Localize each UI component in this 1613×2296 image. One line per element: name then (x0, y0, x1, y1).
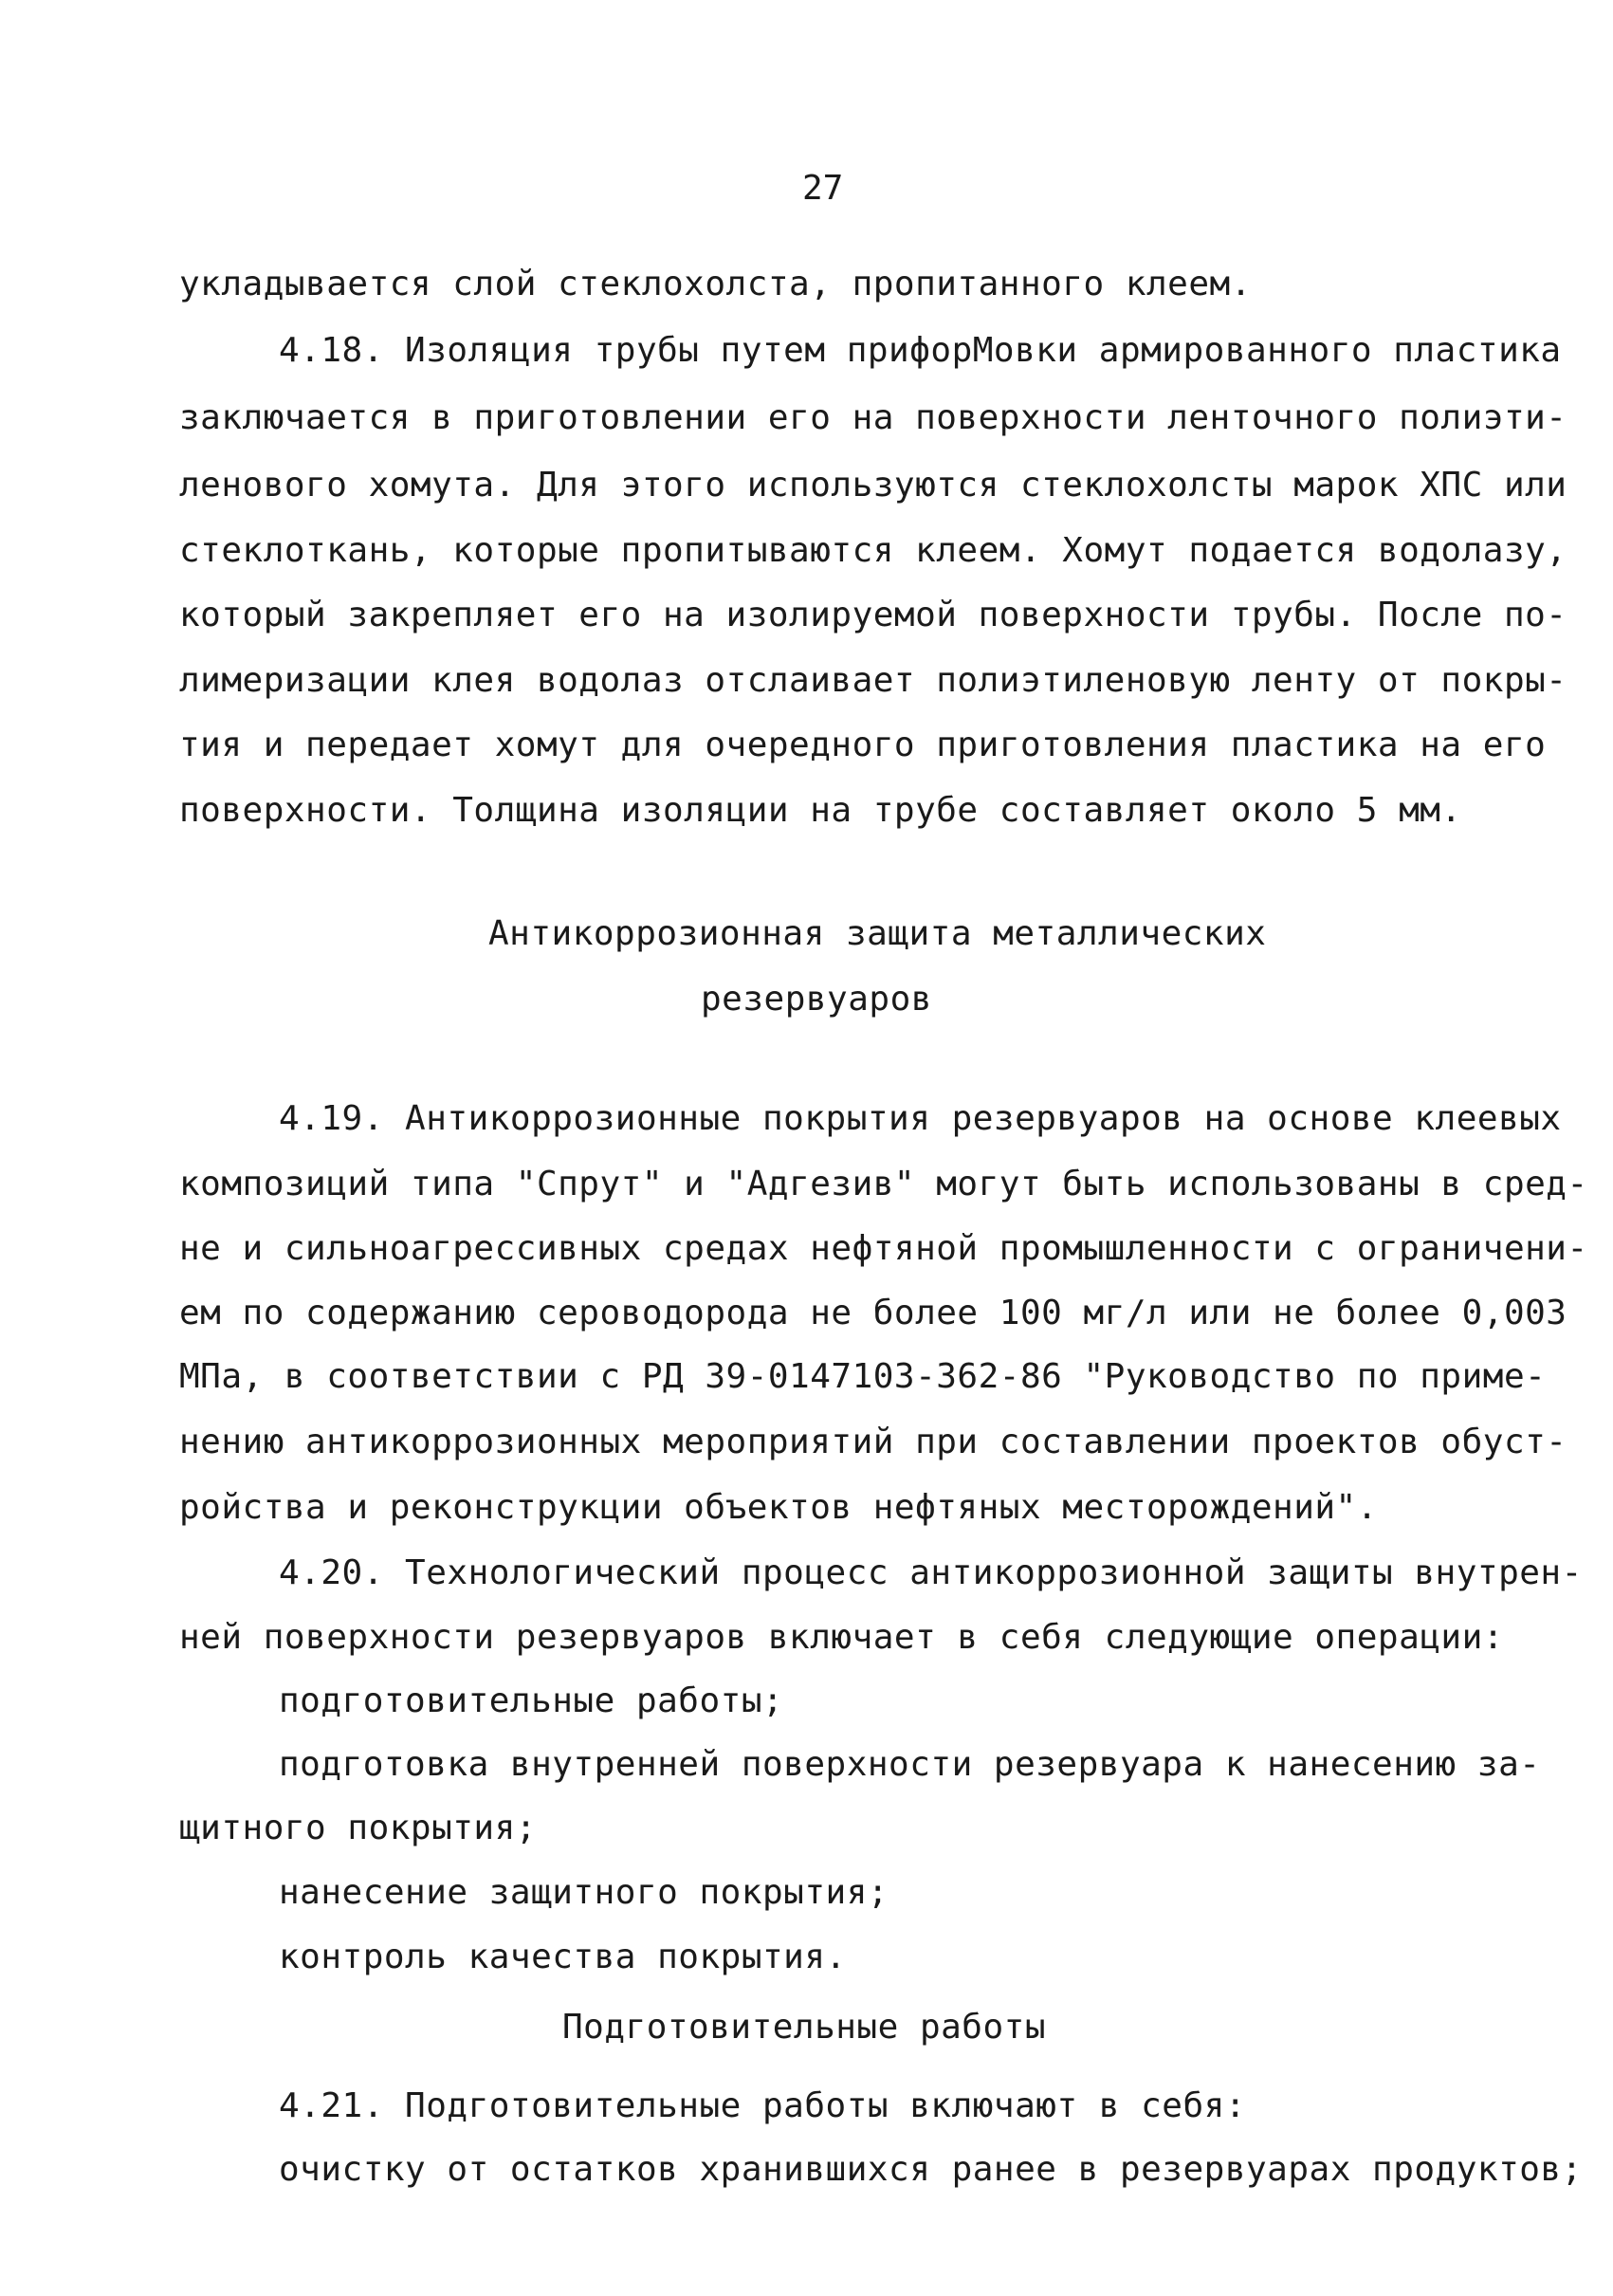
section-heading: Антикоррозионная защита металлических (488, 914, 1267, 953)
text-line: ней поверхности резервуаров включает в себя следующие операции: (179, 1618, 1504, 1657)
page-number: 27 (802, 169, 844, 208)
text-line: заключается в приготовлении его на поверхности ленточного полиэти- (179, 398, 1567, 437)
list-item: подготовительные работы; (279, 1681, 784, 1720)
text-line: который закрепляет его на изолируемой поверхности трубы. После по- (179, 596, 1567, 634)
text-line: укладывается слой стеклохолста, пропитанного клеем. (179, 265, 1252, 303)
text-line: МПа, в соответствии с РД 39-0147103-362-86 "Руководство по приме- (179, 1357, 1547, 1396)
list-item: нанесение защитного покрытия; (279, 1873, 889, 1912)
text-line: ленового хомута. Для этого используются стеклохолсты марок ХПС или (179, 466, 1567, 505)
text-line: 4.21. Подготовительные работы включают в себя: (279, 2086, 1246, 2125)
text-line: ройства и реконструкции объектов нефтяных месторождений". (179, 1488, 1378, 1527)
text-line: очистку от остатков хранившихся ранее в резервуарах продуктов; (279, 2150, 1583, 2189)
text-line: не и сильноагрессивных средах нефтяной промышленности с ограничени- (179, 1229, 1588, 1268)
list-item: подготовка внутренней поверхности резервуара к нанесению за- (279, 1745, 1541, 1784)
text-line: ем по содержанию сероводорода не более 100 мг/л или не более 0,003 (179, 1294, 1567, 1332)
text-line: стеклоткань, которые пропитываются клеем. Хомут подается водолазу, (179, 531, 1567, 570)
text-line: 4.19. Антикоррозионные покрытия резервуаров на основе клеевых (279, 1099, 1562, 1138)
section-heading: резервуаров (701, 980, 932, 1019)
text-line: 4.18. Изоляция трубы путем прифорМовки армированного пластика (279, 331, 1562, 370)
text-line: лимеризации клея водолаз отслаивает полиэтиленовую ленту от покры- (179, 661, 1567, 700)
text-line: композиций типа "Спрут" и "Адгезив" могут быть использованы в сред- (179, 1165, 1588, 1203)
list-item: щитного покрытия; (179, 1809, 537, 1847)
text-line: тия и передает хомут для очередного приготовления пластика на его (179, 726, 1547, 764)
text-line: 4.20. Технологический процесс антикоррозионной защиты внутрен- (279, 1553, 1583, 1592)
text-line: поверхности. Толщина изоляции на трубе составляет около 5 мм. (179, 791, 1462, 830)
section-heading: Подготовительные работы (562, 2008, 1046, 2047)
list-item: контроль качества покрытия. (279, 1938, 847, 1976)
text-line: нению антикоррозионных мероприятий при составлении проектов обуст- (179, 1423, 1567, 1461)
